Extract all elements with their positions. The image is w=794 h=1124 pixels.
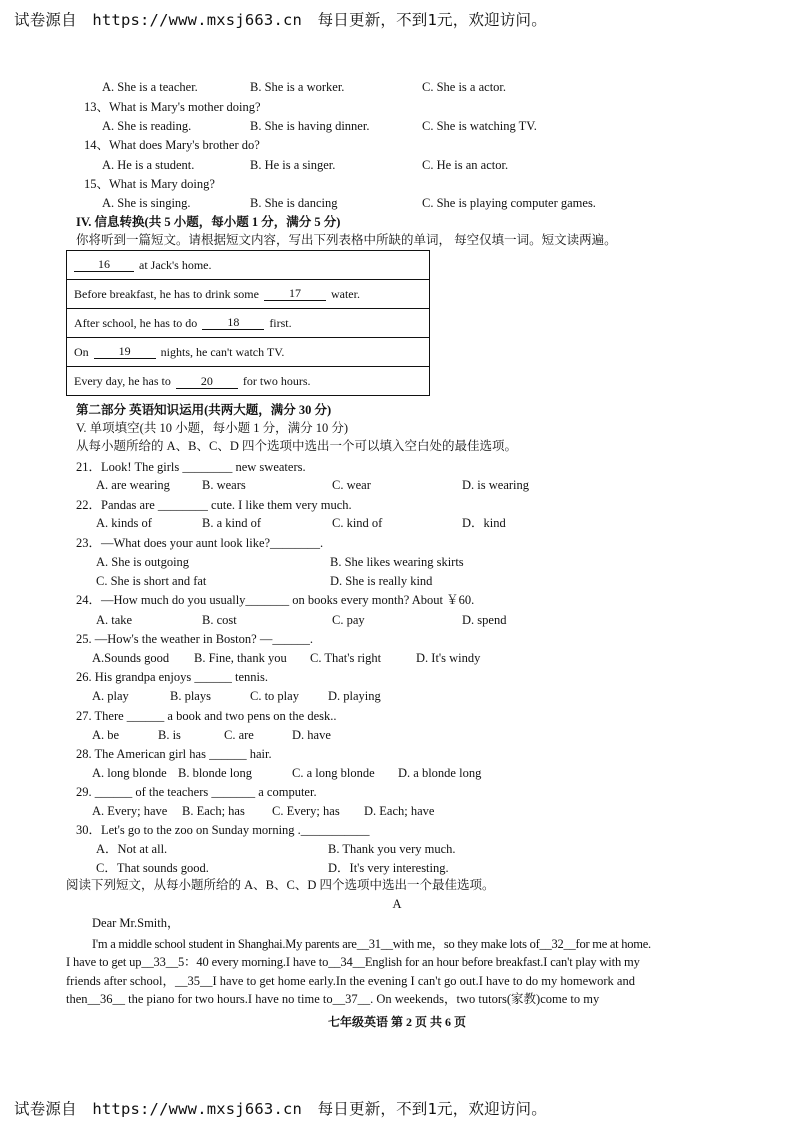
part2-header: 第二部分 英语知识运用(共两大题，满分 30 分) xyxy=(76,403,332,417)
banner-slogan: 每日更新，不到1元，欢迎访问。 xyxy=(317,1100,547,1118)
q14-option-c: C. He is an actor. xyxy=(422,158,509,172)
option-c: C. She is short and fat xyxy=(96,574,207,588)
table-row xyxy=(67,338,429,367)
q15-stem: 15、What is Mary doing? xyxy=(84,177,215,191)
row-after: at Jack's home. xyxy=(139,257,212,272)
q30-stem: 30．Let's go to the zoo on Sunday morning .___________ xyxy=(76,823,370,837)
q13-stem: 13、What is Mary's mother doing? xyxy=(84,100,261,114)
info-table xyxy=(66,250,430,396)
option-c: C. That's right xyxy=(310,651,382,665)
option-d: D．kind xyxy=(462,516,506,530)
option-d: D. She is really kind xyxy=(330,574,433,588)
q24-stem: 24．—How much do you usually_______ on books every month? About ￥60. xyxy=(76,593,475,607)
row-before: After school, he has to do xyxy=(74,315,198,330)
q14-stem: 14、What does Mary's brother do? xyxy=(84,138,260,152)
option-a: A. play xyxy=(92,689,129,703)
letter-greeting: Dear Mr.Smith， xyxy=(92,916,180,930)
q12-option-a: A. She is a teacher. xyxy=(102,80,198,94)
option-a: A. long blonde xyxy=(92,766,167,780)
q26-stem: 26. His grandpa enjoys ______ tennis. xyxy=(76,670,268,684)
section5-header: V. 单项填空(共 10 小题，每小题 1 分，满分 10 分) xyxy=(76,421,348,435)
q14-option-b: B. He is a singer. xyxy=(250,158,336,172)
table-row xyxy=(67,367,429,396)
option-c: C. to play xyxy=(250,689,299,703)
option-b: B. wears xyxy=(202,478,246,492)
option-a: A. kinds of xyxy=(96,516,152,530)
option-a: A．Not at all. xyxy=(96,842,168,856)
option-b: B. Each; has xyxy=(182,804,245,818)
option-c: C. are xyxy=(224,728,254,742)
option-d: D. Each; have xyxy=(364,804,435,818)
option-b: B. plays xyxy=(170,689,211,703)
q21-stem: 21．Look! The girls ________ new sweaters. xyxy=(76,460,306,474)
q12-option-b: B. She is a worker. xyxy=(250,80,345,94)
q27-stem: 27. There ______ a book and two pens on the desk.. xyxy=(76,709,337,723)
row-after: water. xyxy=(330,286,360,301)
section4-header: IV. 信息转换(共 5 小题，每小题 1 分，满分 5 分) xyxy=(76,215,341,229)
q13-option-b: B. She is having dinner. xyxy=(250,119,370,133)
option-b: B. a kind of xyxy=(202,516,262,530)
option-d: D. a blonde long xyxy=(398,766,482,780)
q25-stem: 25. —How's the weather in Boston? —______. xyxy=(76,632,313,646)
letter-line: I'm a middle school student in Shanghai.My parents are__31__with me，so they make lots of__32__for me at home. xyxy=(92,937,651,951)
row-after: for two hours. xyxy=(242,374,311,388)
option-d: D. playing xyxy=(328,689,381,703)
row-after: nights, he can't watch TV. xyxy=(160,344,285,359)
q22-stem: 22．Pandas are ________ cute. I like them very much. xyxy=(76,498,352,512)
source-banner-top xyxy=(14,8,547,30)
banner-url[interactable]: https://www.mxsj663.cn xyxy=(92,11,303,29)
option-c: C. Every; has xyxy=(272,804,340,818)
answer-blank-19[interactable]: 19 xyxy=(94,345,156,359)
option-a: A. She is outgoing xyxy=(96,555,190,569)
page-footer: 七年级英语 第 2 页 共 6 页 xyxy=(327,1015,466,1029)
reading-instruction: 阅读下列短文，从每小题所给的 A、B、C、D 四个选项中选出一个最佳选项。 xyxy=(66,878,495,892)
section4-instruction: 你将听到一篇短文。请根据短文内容，写出下列表格中所缺的单词， 每空仅填一词。短文读两遍。 xyxy=(76,233,617,247)
option-a: A. Every; have xyxy=(92,804,168,818)
q14-option-a: A. He is a student. xyxy=(102,158,195,172)
section5-instruction: 从每小题所给的 A、B、C、D 四个选项中选出一个可以填入空白处的最佳选项。 xyxy=(76,439,517,453)
answer-blank-18[interactable]: 18 xyxy=(202,316,264,330)
option-b: B. is xyxy=(158,728,181,742)
option-a: A. take xyxy=(96,613,133,627)
option-a: A. are wearing xyxy=(96,478,170,492)
answer-blank-17[interactable]: 17 xyxy=(264,287,326,301)
option-d: D. is wearing xyxy=(462,478,529,492)
option-c: C. kind of xyxy=(332,516,383,530)
option-a: A.Sounds good xyxy=(92,651,170,665)
banner-prefix: 试卷源自 xyxy=(14,1100,77,1118)
passage-label: A xyxy=(392,897,402,911)
option-d: D. spend xyxy=(462,613,507,627)
option-b: B. cost xyxy=(202,613,237,627)
answer-blank-16[interactable]: 16 xyxy=(74,258,134,272)
q13-option-a: A. She is reading. xyxy=(102,119,192,133)
q29-stem: 29. ______ of the teachers _______ a computer. xyxy=(76,785,317,799)
row-before: Every day, he has to xyxy=(74,374,171,388)
q28-stem: 28. The American girl has ______ hair. xyxy=(76,747,272,761)
option-b: B. Fine, thank you xyxy=(194,651,287,665)
option-d: D. It's windy xyxy=(416,651,481,665)
option-c: C．That sounds good. xyxy=(96,861,209,875)
row-before: Before breakfast, he has to drink some xyxy=(74,286,259,301)
letter-line: I have to get up__33__5：40 every morning.I have to__34__English for an hour before breakfast.I can't play with my xyxy=(66,955,640,969)
q15-option-a: A. She is singing. xyxy=(102,196,191,210)
q15-option-b: B. She is dancing xyxy=(250,196,338,210)
option-b: B. Thank you very much. xyxy=(328,842,456,856)
letter-line: then__36__ the piano for two hours.I have no time to__37__. On weekends，two tutors(家教)come to my xyxy=(66,992,600,1006)
banner-prefix: 试卷源自 xyxy=(14,11,77,29)
row-before: On xyxy=(74,344,89,359)
table-row xyxy=(67,280,429,309)
table-row xyxy=(67,309,429,338)
q13-option-c: C. She is watching TV. xyxy=(422,119,537,133)
option-b: B. blonde long xyxy=(178,766,252,780)
q23-stem: 23．—What does your aunt look like?________. xyxy=(76,536,324,550)
source-banner-bottom xyxy=(14,1097,547,1119)
letter-line: friends after school，__35__I have to get home early.In the evening I can't go out.I have to do my homework and xyxy=(66,974,635,988)
banner-url[interactable]: https://www.mxsj663.cn xyxy=(92,1100,303,1118)
option-d: D．It's very interesting. xyxy=(328,861,449,875)
q12-option-c: C. She is a actor. xyxy=(422,80,507,94)
option-d: D. have xyxy=(292,728,331,742)
option-c: C. wear xyxy=(332,478,371,492)
option-c: C. a long blonde xyxy=(292,766,375,780)
option-b: B. She likes wearing skirts xyxy=(330,555,464,569)
q15-option-c: C. She is playing computer games. xyxy=(422,196,596,210)
answer-blank-20[interactable]: 20 xyxy=(176,375,238,389)
option-a: A. be xyxy=(92,728,120,742)
banner-slogan: 每日更新，不到1元，欢迎访问。 xyxy=(317,11,547,29)
row-after: first. xyxy=(269,315,292,330)
table-row xyxy=(67,251,429,280)
option-c: C. pay xyxy=(332,613,365,627)
